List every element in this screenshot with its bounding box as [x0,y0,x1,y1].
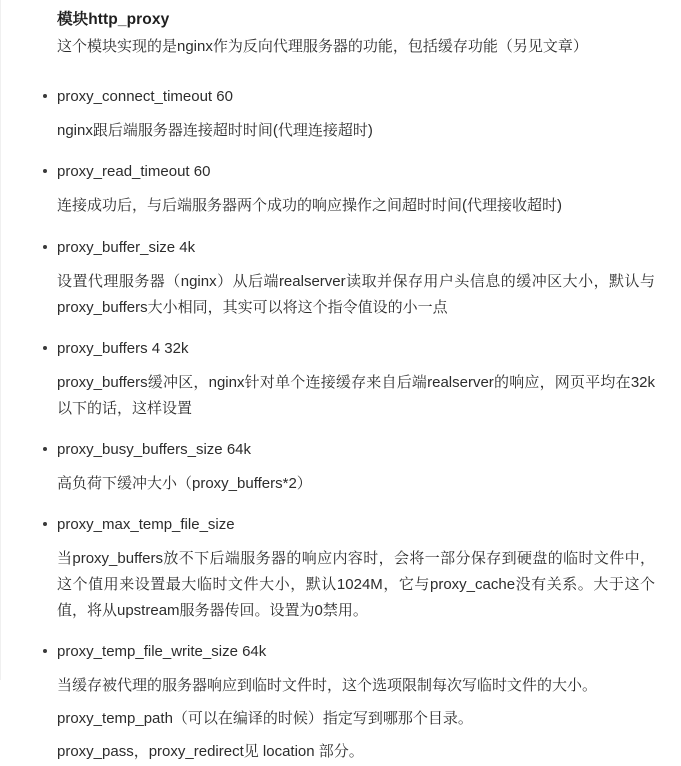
document-intro-paragraph: 这个模块实现的是nginx作为反向代理服务器的功能，包括缓存功能（另见文章） [57,38,588,56]
list-item [1,236,655,321]
list-item [1,160,655,219]
directive-name: proxy_buffer_size 4k [57,238,196,256]
directive-description: 设置代理服务器（nginx）从后端realserver读取并保存用户头信息的缓冲区大小，默认与proxy_buffers大小相同，其实可以将这个指令值设的小一点 [57,272,655,316]
directive-description: 当proxy_buffers放不下后端服务器的响应内容时，会将一部分保存到硬盘的临时文件中，这个值用来设置最大临时文件大小，默认1024M，它与proxy_cache没有关系。大于这个值，将从upstream服务器传回。设置为0禁用。 [57,549,655,620]
list-item [1,438,655,497]
directive-name: proxy_temp_file_write_size 64k [57,643,267,661]
list-item [1,85,655,144]
directive-name: proxy_read_timeout 60 [57,163,211,181]
directive-list [1,85,655,765]
page-title: 模块http_proxy [57,11,170,28]
directive-description: proxy_buffers缓冲区，nginx针对单个连接缓存来自后端realserver的响应，网页平均在32k以下的话，这样设置 [57,373,655,417]
bullet-point-icon [43,522,47,526]
bullet-point-icon [43,447,47,451]
directive-description: 高负荷下缓冲大小（proxy_buffers*2） [57,474,312,492]
directive-description: 当缓存被代理的服务器响应到临时文件时，这个选项限制每次写临时文件的大小。 [57,677,598,695]
bullet-point-icon [43,94,47,98]
bullet-point-icon [43,245,47,249]
list-item [1,513,655,624]
directive-description: 连接成功后，与后端服务器两个成功的响应操作之间超时时间(代理接收超时) [57,197,562,215]
directive-description: proxy_pass，proxy_redirect见 location 部分。 [57,743,364,761]
list-item [1,337,655,422]
bullet-point-icon [43,649,47,653]
bullet-point-icon [43,346,47,350]
directive-name: proxy_busy_buffers_size 64k [57,440,252,458]
bullet-point-icon [43,169,47,173]
directive-description: proxy_temp_path（可以在编译的时候）指定写到哪那个目录。 [57,710,473,728]
directive-name: proxy_connect_timeout 60 [57,88,233,106]
directive-name: proxy_max_temp_file_size [57,515,235,533]
list-item [1,640,655,765]
directive-description: nginx跟后端服务器连接超时时间(代理连接超时) [57,122,373,140]
directive-name: proxy_buffers 4 32k [57,339,189,357]
